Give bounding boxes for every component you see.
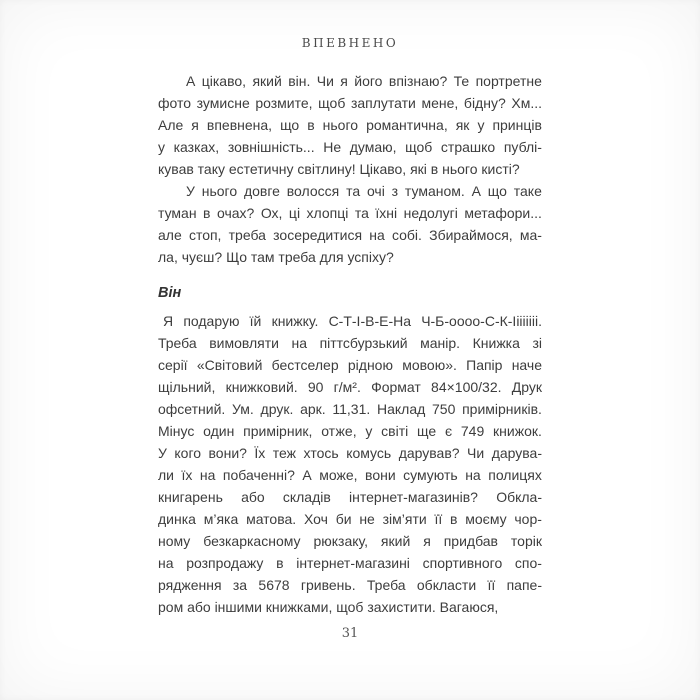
paragraph bbox=[158, 310, 542, 618]
text-line: офсетний. Ум. друк. арк. 11,31. Наклад 750 примірників. bbox=[158, 401, 542, 417]
text-line: кував таку естетичну світлину! Цікаво, які в нього кисті? bbox=[158, 161, 520, 177]
text-block bbox=[158, 70, 542, 618]
text-line: щільний, книжковий. 90 г/м². Формат 84×100/32. Друк bbox=[158, 379, 542, 395]
section-heading: Він bbox=[158, 285, 182, 301]
text-line: Я подарую їй книжку. С-Т-І-В-Е-На Ч-Б-оооо-С-К-Іііііііі. bbox=[163, 313, 542, 329]
text-line: А цікаво, який він. Чи я його впізнаю? Те портретне bbox=[186, 73, 542, 89]
page-number: 31 bbox=[341, 626, 359, 641]
text-line: фото зумисне розмите, щоб заплутати мене, бідну? Хм... bbox=[158, 95, 542, 111]
paragraph bbox=[158, 180, 542, 268]
text-line: Мінус один примірник, отже, у світі ще є 749 книжок. bbox=[158, 423, 542, 439]
text-line: серії «Світовий бестселер рідною мовою». Папір наче bbox=[158, 357, 542, 373]
text-line: ному безкаркасному рюкзаку, який я придбав торік bbox=[158, 533, 542, 549]
text-line: туман в очах? Ох, ці хлопці та їхні недолугі метафори... bbox=[158, 205, 542, 221]
text-line: але стоп, треба зосередитися на собі. Збираймося, ма- bbox=[158, 227, 542, 243]
paragraph bbox=[158, 70, 542, 180]
text-line: Треба вимовляти на піттсбурзький манір. Книжка зі bbox=[158, 335, 542, 351]
running-header: ВПЕВНЕНО bbox=[301, 36, 399, 50]
text-line: на розпродажу в інтернет-магазині спортивного спо- bbox=[158, 555, 542, 571]
text-line: книгарень або складів інтернет-магазинів? Обкла- bbox=[158, 489, 542, 505]
text-line: У нього довге волосся та очі з туманом. А що таке bbox=[186, 183, 542, 199]
text-line: Але я впевнена, що в нього романтична, як у принців bbox=[158, 117, 542, 133]
text-line: У кого вони? Їх теж хтось комусь дарував? Чи дарува- bbox=[158, 445, 542, 461]
text-line: динка м’яка матова. Хоч би не зім’яти її в моєму чор- bbox=[158, 511, 542, 527]
text-line: ли їх на побаченні? А може, вони сумують на полицях bbox=[158, 467, 542, 483]
text-line: ла, чуєш? Що там треба для успіху? bbox=[158, 249, 394, 265]
text-line: ром або іншими книжками, щоб захистити. Вагаюся, bbox=[158, 599, 499, 615]
text-line: рядження за 5678 гривень. Треба обкласти її папе- bbox=[158, 577, 542, 593]
text-line: у казках, зовнішність... Не думаю, щоб страшко публі- bbox=[158, 139, 542, 155]
